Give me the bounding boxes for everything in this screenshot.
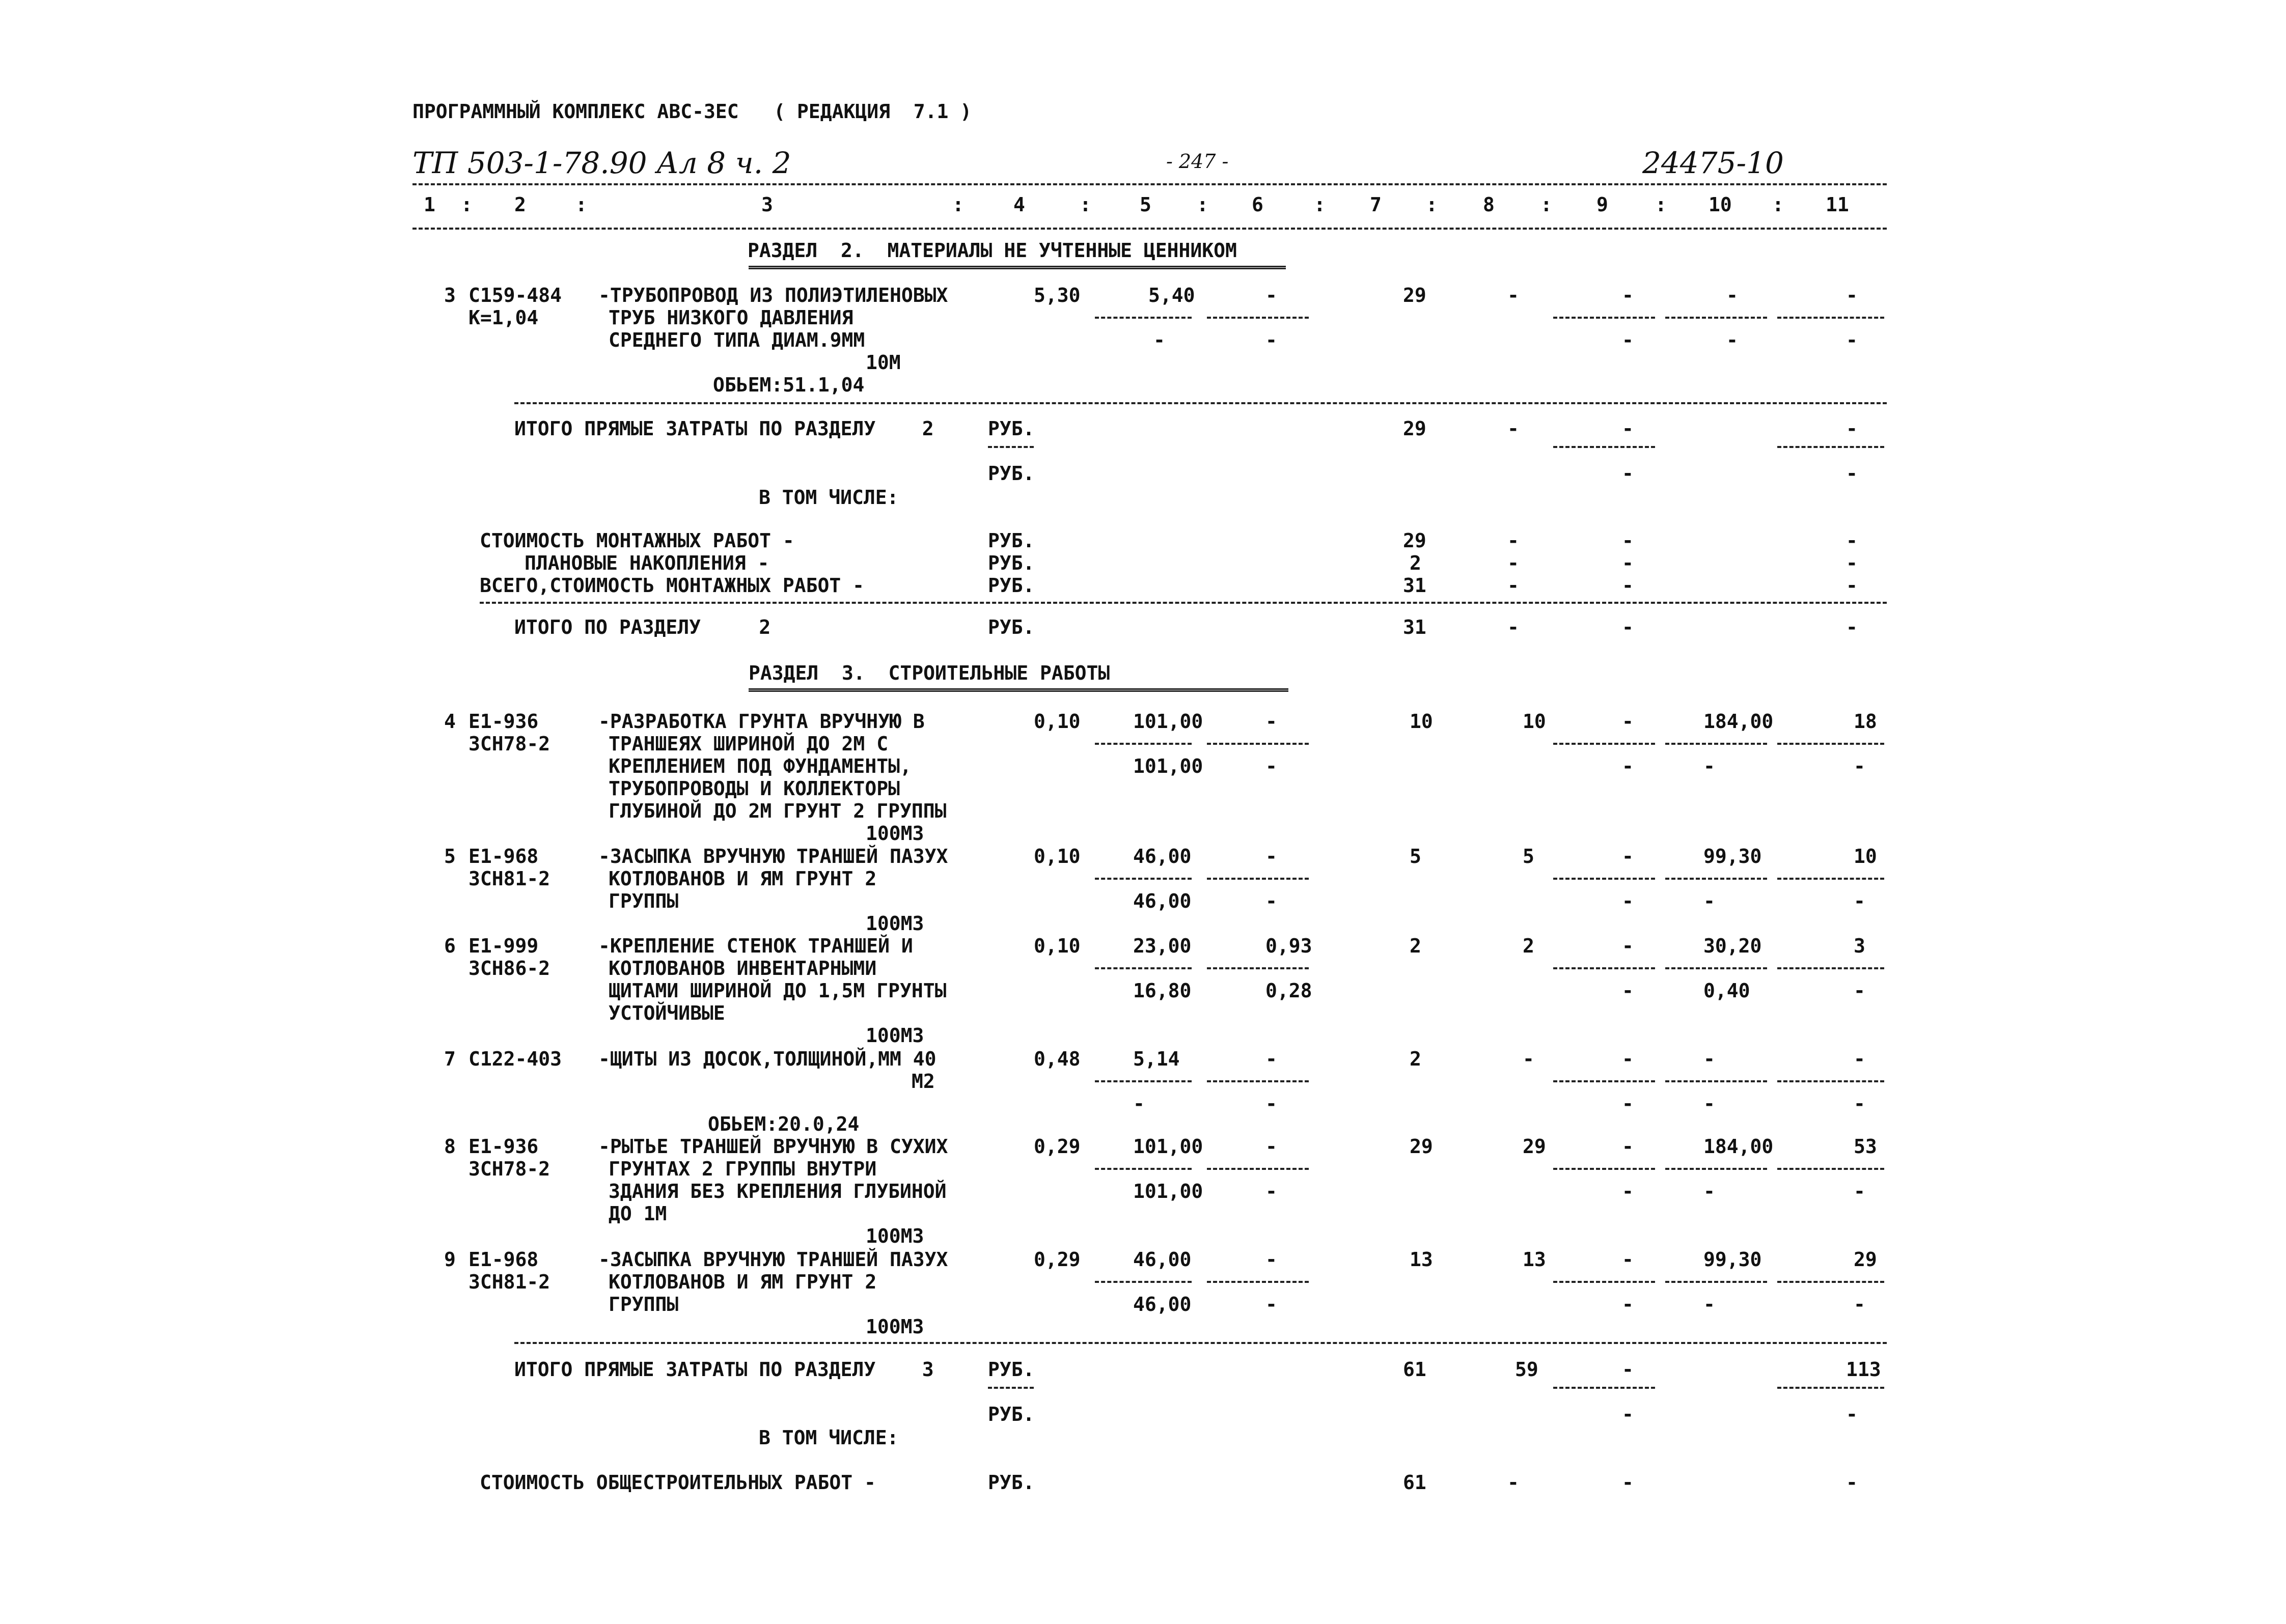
row-machines: - <box>1622 552 1634 574</box>
item-unit: 100М3 <box>866 1225 924 1247</box>
item-c9: - <box>1622 845 1634 867</box>
section-2-title: РАЗДЕЛ 2. МАТЕРИАЛЫ НЕ УЧТЕННЫЕ ЦЕННИКОМ <box>748 239 1237 262</box>
item-c9: - <box>1622 1248 1634 1271</box>
item-number: 7 <box>444 1048 456 1070</box>
col-separator: : <box>1426 193 1438 216</box>
item-code: Е1-936 <box>469 710 539 733</box>
item-unit: 100М3 <box>866 912 924 935</box>
item-machines: - <box>1622 284 1634 306</box>
item-description: -ЗАСЫПКА ВРУЧНУЮ ТРАНШЕЙ ПАЗУХ <box>598 845 948 867</box>
separator <box>1553 446 1655 448</box>
separator <box>1207 878 1309 880</box>
item-c10: 184,00 <box>1703 710 1774 733</box>
row-wages: - <box>1507 552 1519 574</box>
separator <box>1777 878 1884 880</box>
separator <box>1207 317 1309 319</box>
item-unit: М2 <box>912 1070 935 1093</box>
item-code: С122-403 <box>469 1048 562 1070</box>
row-labor: - <box>1846 529 1858 552</box>
item-code: Е1-968 <box>469 845 539 867</box>
row-machines: - <box>1622 616 1634 638</box>
col-number: 7 <box>1370 193 1382 216</box>
row-labor: - <box>1846 616 1858 638</box>
item-description: ГРУНТАХ 2 ГРУППЫ ВНУТРИ <box>609 1158 877 1180</box>
item-c10: - <box>1703 1048 1715 1070</box>
item-c11: 18 <box>1854 710 1877 733</box>
separator <box>1553 1387 1655 1389</box>
item-machine-price-wages: - <box>1265 329 1277 351</box>
item-labor-total-wages: - <box>1846 329 1858 351</box>
item-c11-wages: - <box>1854 1180 1865 1202</box>
separator <box>1553 878 1655 880</box>
item-description: СРЕДНЕГО ТИПА ДИАМ.9ММ <box>609 329 865 351</box>
item-c6: - <box>1265 1248 1277 1271</box>
item-c8: 13 <box>1523 1248 1546 1271</box>
item-labor-wages: - <box>1726 329 1738 351</box>
item-c10: 184,00 <box>1703 1135 1774 1158</box>
row-labor: - <box>1846 552 1858 574</box>
item-description: КРЕПЛЕНИЕМ ПОД ФУНДАМЕНТЫ, <box>609 755 912 777</box>
total-labor-wages: - <box>1846 1403 1858 1425</box>
including-label: В ТОМ ЧИСЛЕ: <box>759 486 899 509</box>
row-amount: 31 <box>1403 616 1426 638</box>
item-c6-wages: - <box>1265 1180 1277 1202</box>
separator <box>988 1387 1034 1389</box>
item-c9-wages: - <box>1622 890 1634 912</box>
item-c9: - <box>1622 1135 1634 1158</box>
item-c9-wages: - <box>1622 1180 1634 1202</box>
col-number: 11 <box>1826 193 1849 216</box>
item-number: 9 <box>444 1248 456 1271</box>
item-labor: - <box>1726 284 1738 306</box>
item-c10-wages: 0,40 <box>1703 979 1750 1002</box>
item-number: 8 <box>444 1135 456 1158</box>
item-c4: 0,10 <box>1034 845 1081 867</box>
separator <box>1553 1168 1655 1170</box>
separator <box>1553 967 1655 969</box>
col-number: 9 <box>1596 193 1608 216</box>
item-wages: - <box>1507 284 1519 306</box>
item-c5: 23,00 <box>1133 935 1192 957</box>
item-description: ЗДАНИЯ БЕЗ КРЕПЛЕНИЯ ГЛУБИНОЙ <box>609 1180 947 1202</box>
archive-number: 24475-10 <box>1642 146 1784 180</box>
item-description: КОТЛОВАНОВ И ЯМ ГРУНТ 2 <box>609 1271 877 1293</box>
item-c11: 29 <box>1854 1248 1877 1271</box>
item-c5: 5,14 <box>1133 1048 1180 1070</box>
col-number: 6 <box>1252 193 1263 216</box>
item-description: -ТРУБОПРОВОД ИЗ ПОЛИЭТИЛЕНОВЫХ <box>598 284 948 306</box>
item-description: ГРУППЫ <box>609 890 679 912</box>
col-number: 10 <box>1709 193 1732 216</box>
col-number: 3 <box>761 193 773 216</box>
item-c7: 10 <box>1410 710 1433 733</box>
row-labor: - <box>1846 1471 1858 1494</box>
item-c8: 5 <box>1523 845 1534 867</box>
col-separator: : <box>461 193 473 216</box>
row-amount: 31 <box>1403 574 1426 597</box>
col-separator: : <box>1655 193 1667 216</box>
item-c10-wages: - <box>1703 890 1715 912</box>
item-description: КОТЛОВАНОВ И ЯМ ГРУНТ 2 <box>609 867 877 890</box>
item-description: ТРАНШЕЯХ ШИРИНОЙ ДО 2М С <box>609 733 889 755</box>
item-c6-wages: - <box>1265 755 1277 777</box>
total-labor-wages: - <box>1846 462 1858 485</box>
item-description: -РАЗРАБОТКА ГРУНТА ВРУЧНУЮ В <box>598 710 925 733</box>
separator <box>1777 743 1884 745</box>
item-unit-price: 5,40 <box>1148 284 1195 306</box>
separator <box>1095 1168 1192 1170</box>
separator <box>1207 1080 1309 1082</box>
separator <box>1665 317 1767 319</box>
item-machines-wages: - <box>1622 329 1634 351</box>
total-unit-2: РУБ. <box>988 462 1035 485</box>
separator <box>1777 1387 1884 1389</box>
item-description: -ЩИТЫ ИЗ ДОСОК,ТОЛЩИНОЙ,ММ 40 <box>598 1048 937 1070</box>
row-label: СТОИМОСТЬ МОНТАЖНЫХ РАБОТ - <box>480 529 794 552</box>
separator <box>1553 1281 1655 1283</box>
item-c9-wages: - <box>1622 755 1634 777</box>
separator <box>1095 317 1192 319</box>
separator <box>1095 967 1192 969</box>
item-code: Е1-968 <box>469 1248 539 1271</box>
item-code-secondary: ЗСН86-2 <box>469 957 550 979</box>
item-c4: 0,48 <box>1034 1048 1081 1070</box>
separator <box>1095 743 1192 745</box>
row-wages: - <box>1507 574 1519 597</box>
row-wages: - <box>1507 529 1519 552</box>
item-code: Е1-999 <box>469 935 539 957</box>
col-separator: : <box>1772 193 1784 216</box>
col-number: 2 <box>514 193 526 216</box>
separator <box>1095 878 1192 880</box>
section-3-items-end-rule <box>514 1342 1887 1344</box>
item-c5-wages: 101,00 <box>1133 1180 1203 1202</box>
item-c4: 0,29 <box>1034 1248 1081 1271</box>
item-c5-wages: - <box>1133 1093 1145 1115</box>
item-description: УСТОЙЧИВЫЕ <box>609 1002 725 1024</box>
item-c9-wages: - <box>1622 1293 1634 1315</box>
item-description: -РЫТЬЕ ТРАНШЕЙ ВРУЧНУЮ В СУХИХ <box>598 1135 948 1158</box>
separator <box>1665 878 1767 880</box>
item-code: С159-484 <box>469 284 562 306</box>
item-c11: 53 <box>1854 1135 1877 1158</box>
item-code-secondary: ЗСН78-2 <box>469 1158 550 1180</box>
item-c6: - <box>1265 1135 1277 1158</box>
row-unit: РУБ. <box>988 616 1035 638</box>
item-c11: - <box>1854 1048 1865 1070</box>
item-c6: - <box>1265 845 1277 867</box>
total-amount: 29 <box>1403 417 1426 440</box>
col-number: 5 <box>1140 193 1151 216</box>
separator <box>988 446 1034 448</box>
page-number: - 247 - <box>1166 150 1229 173</box>
separator <box>1207 1281 1309 1283</box>
row-wages: - <box>1507 616 1519 638</box>
item-c10: 30,20 <box>1703 935 1762 957</box>
item-c6: - <box>1265 1048 1277 1070</box>
col-separator: : <box>1540 193 1552 216</box>
separator <box>1777 446 1884 448</box>
total-machines: - <box>1622 1358 1634 1381</box>
row-amount: 2 <box>1410 552 1421 574</box>
item-unit: 10М <box>866 351 901 374</box>
separator <box>1665 1168 1767 1170</box>
col-number: 4 <box>1013 193 1025 216</box>
total-labor: - <box>1846 417 1858 440</box>
row-machines: - <box>1622 529 1634 552</box>
separator <box>1553 743 1655 745</box>
total-unit-2: РУБ. <box>988 1403 1035 1425</box>
item-c10-wages: - <box>1703 1093 1715 1115</box>
item-code-secondary: ЗСН81-2 <box>469 1271 550 1293</box>
including-label: В ТОМ ЧИСЛЕ: <box>759 1426 899 1449</box>
total-unit: РУБ. <box>988 417 1035 440</box>
row-label: ПЛАНОВЫЕ НАКОПЛЕНИЯ - <box>525 552 769 574</box>
total-machines: - <box>1622 417 1634 440</box>
item-c5: 101,00 <box>1133 710 1203 733</box>
item-c4: 0,10 <box>1034 710 1081 733</box>
item-c4: 0,10 <box>1034 935 1081 957</box>
separator <box>1207 1168 1309 1170</box>
section-3-title-underline <box>749 688 1288 692</box>
item-c5-wages: 46,00 <box>1133 1293 1192 1315</box>
item-c6-wages: 0,28 <box>1265 979 1312 1002</box>
item-c9: - <box>1622 935 1634 957</box>
separator <box>1207 967 1309 969</box>
item-c11-wages: - <box>1854 755 1865 777</box>
row-wages: - <box>1507 1471 1519 1494</box>
item-description: -КРЕПЛЕНИЕ СТЕНОК ТРАНШЕЙ И <box>598 935 913 957</box>
header-bottom-rule <box>412 228 1887 230</box>
item-description: -ЗАСЫПКА ВРУЧНУЮ ТРАНШЕЙ ПАЗУХ <box>598 1248 948 1271</box>
item-number: 5 <box>444 845 456 867</box>
item-number: 4 <box>444 710 456 733</box>
item-code-secondary: ЗСН81-2 <box>469 867 550 890</box>
item-machine-price: - <box>1265 284 1277 306</box>
row-machines: - <box>1622 1471 1634 1494</box>
item-c10-wages: - <box>1703 755 1715 777</box>
item-c5: 46,00 <box>1133 1248 1192 1271</box>
col-separator: : <box>1314 193 1326 216</box>
item-quantity: 5,30 <box>1034 284 1081 306</box>
item-c5-wages: 101,00 <box>1133 755 1203 777</box>
separator <box>1777 967 1884 969</box>
separator <box>1777 1168 1884 1170</box>
item-coefficient: К=1,04 <box>469 306 539 329</box>
item-total: 29 <box>1403 284 1426 306</box>
section-2-summary-rule <box>480 602 1887 604</box>
item-c10-wages: - <box>1703 1293 1715 1315</box>
separator <box>1665 743 1767 745</box>
total-wages: 59 <box>1515 1358 1538 1381</box>
item-c9: - <box>1622 1048 1634 1070</box>
item-c5-wages: 46,00 <box>1133 890 1192 912</box>
item-c5-wages: 16,80 <box>1133 979 1192 1002</box>
item-c5: 101,00 <box>1133 1135 1203 1158</box>
item-c10-wages: - <box>1703 1180 1715 1202</box>
item-volume: ОБЬЕМ:20.0,24 <box>708 1113 860 1135</box>
separator <box>1553 1080 1655 1082</box>
item-c11: 3 <box>1854 935 1865 957</box>
total-label: ИТОГО ПРЯМЫЕ ЗАТРАТЫ ПО РАЗДЕЛУ 3 <box>514 1358 934 1381</box>
item-c8: 29 <box>1523 1135 1546 1158</box>
total-label: ИТОГО ПРЯМЫЕ ЗАТРАТЫ ПО РАЗДЕЛУ 2 <box>514 417 934 440</box>
section-2-items-end-rule <box>514 402 1887 404</box>
row-amount: 61 <box>1403 1471 1426 1494</box>
row-label: ВСЕГО,СТОИМОСТЬ МОНТАЖНЫХ РАБОТ - <box>480 574 864 597</box>
item-description: КОТЛОВАНОВ ИНВЕНТАРНЫМИ <box>609 957 877 979</box>
item-c11-wages: - <box>1854 890 1865 912</box>
item-unit: 100М3 <box>866 1024 924 1047</box>
separator <box>1777 1281 1884 1283</box>
document-reference: ТП 503-1-78.90 Ал 8 ч. 2 <box>412 146 791 180</box>
section-3-title: РАЗДЕЛ 3. СТРОИТЕЛЬНЫЕ РАБОТЫ <box>749 662 1110 684</box>
row-unit: РУБ. <box>988 574 1035 597</box>
item-volume: ОБЬЕМ:51.1,04 <box>713 374 865 396</box>
row-unit: РУБ. <box>988 552 1035 574</box>
item-c11-wages: - <box>1854 979 1865 1002</box>
item-c11-wages: - <box>1854 1093 1865 1115</box>
item-unit: 100М3 <box>866 822 924 845</box>
item-c7: 13 <box>1410 1248 1433 1271</box>
section-2-title-underline <box>749 266 1286 269</box>
separator <box>1665 967 1767 969</box>
row-labor: - <box>1846 574 1858 597</box>
program-header: ПРОГРАММНЫЙ КОМПЛЕКС АВС-ЗЕС ( РЕДАКЦИЯ 7.1 ) <box>412 100 972 123</box>
item-c5: 46,00 <box>1133 845 1192 867</box>
separator <box>1553 317 1655 319</box>
separator <box>1095 1080 1192 1082</box>
row-amount: 29 <box>1403 529 1426 552</box>
total-machines-wages: - <box>1622 462 1634 485</box>
separator <box>1665 1281 1767 1283</box>
item-c11-wages: - <box>1854 1293 1865 1315</box>
row-label: СТОИМОСТЬ ОБЩЕСТРОИТЕЛЬНЫХ РАБОТ - <box>480 1471 876 1494</box>
item-description: ДО 1М <box>609 1202 667 1225</box>
item-c11: 10 <box>1854 845 1877 867</box>
item-c6-wages: - <box>1265 890 1277 912</box>
separator <box>1777 1080 1884 1082</box>
item-c6: 0,93 <box>1265 935 1312 957</box>
item-c8: 2 <box>1523 935 1534 957</box>
col-separator: : <box>1080 193 1091 216</box>
col-number: 8 <box>1483 193 1495 216</box>
col-separator: : <box>952 193 964 216</box>
item-code: Е1-936 <box>469 1135 539 1158</box>
row-label: ИТОГО ПО РАЗДЕЛУ 2 <box>514 616 771 638</box>
col-separator: : <box>1197 193 1208 216</box>
item-c7: 2 <box>1410 1048 1421 1070</box>
item-unit: 100М3 <box>866 1315 924 1338</box>
item-c7: 29 <box>1410 1135 1433 1158</box>
item-c9-wages: - <box>1622 979 1634 1002</box>
item-unit-price-wages: - <box>1153 329 1165 351</box>
row-unit: РУБ. <box>988 1471 1035 1494</box>
total-amount: 61 <box>1403 1358 1426 1381</box>
item-c7: 2 <box>1410 935 1421 957</box>
item-c10: 99,30 <box>1703 1248 1762 1271</box>
item-description: ТРУБОПРОВОДЫ И КОЛЛЕКТОРЫ <box>609 777 900 800</box>
item-c10: 99,30 <box>1703 845 1762 867</box>
col-separator: : <box>575 193 587 216</box>
item-description: ГЛУБИНОЙ ДО 2М ГРУНТ 2 ГРУППЫ <box>609 800 947 822</box>
item-c8: - <box>1523 1048 1534 1070</box>
total-labor: 113 <box>1846 1358 1881 1381</box>
item-labor-total: - <box>1846 284 1858 306</box>
item-code-secondary: ЗСН78-2 <box>469 733 550 755</box>
item-description: ГРУППЫ <box>609 1293 679 1315</box>
separator <box>1665 1080 1767 1082</box>
item-number: 6 <box>444 935 456 957</box>
item-c4: 0,29 <box>1034 1135 1081 1158</box>
item-description: ТРУБ НИЗКОГО ДАВЛЕНИЯ <box>609 306 853 329</box>
item-c8: 10 <box>1523 710 1546 733</box>
item-c6: - <box>1265 710 1277 733</box>
total-unit: РУБ. <box>988 1358 1035 1381</box>
item-c6-wages: - <box>1265 1093 1277 1115</box>
item-c7: 5 <box>1410 845 1421 867</box>
separator <box>1095 1281 1192 1283</box>
item-c6-wages: - <box>1265 1293 1277 1315</box>
col-number: 1 <box>424 193 435 216</box>
separator <box>1207 743 1309 745</box>
item-description: ЩИТАМИ ШИРИНОЙ ДО 1,5М ГРУНТЫ <box>609 979 947 1002</box>
row-unit: РУБ. <box>988 529 1035 552</box>
total-wages: - <box>1507 417 1519 440</box>
header-top-rule <box>412 183 1887 185</box>
item-c9: - <box>1622 710 1634 733</box>
item-c9-wages: - <box>1622 1093 1634 1115</box>
total-machines-wages: - <box>1622 1403 1634 1425</box>
row-machines: - <box>1622 574 1634 597</box>
item-number: 3 <box>444 284 456 306</box>
separator <box>1777 317 1884 319</box>
